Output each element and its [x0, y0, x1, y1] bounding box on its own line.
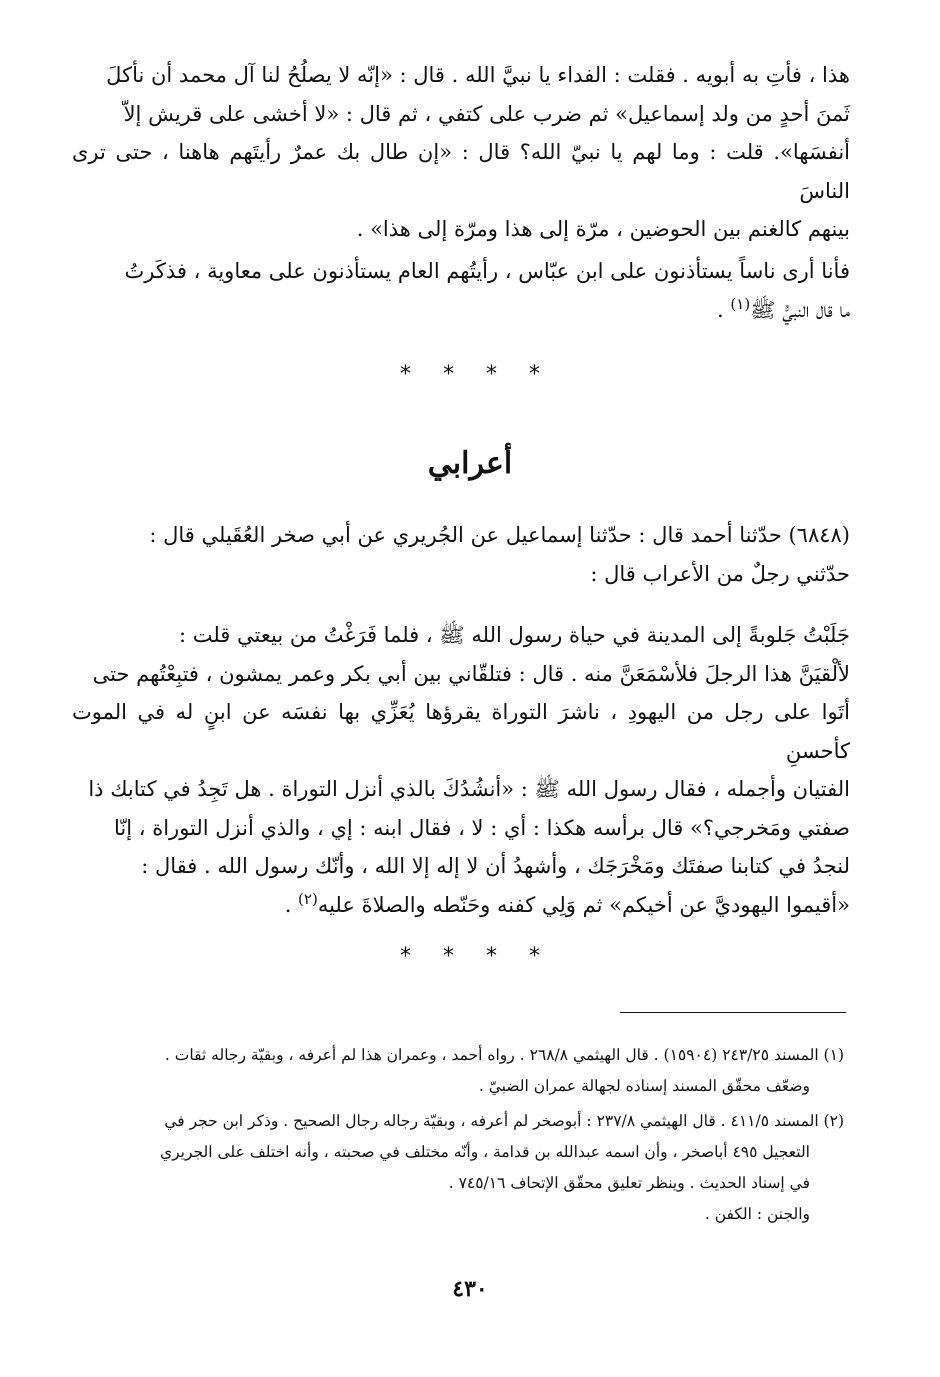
text-line: حدّثني رجلٌ من الأعراب قال :	[590, 561, 850, 586]
paragraph-continued	[72, 56, 850, 249]
text-line: أتَوا على رجل من اليهودِ ، ناشرَ التوراة يقرؤها يُعَزِّي بها نفسَه عن ابنٍ له في الموت كأحسنِ	[72, 700, 850, 763]
footnote-line: وضعّف محقّق المسند إسناده لجهالة عمران الضبيّ .	[478, 1077, 810, 1095]
paragraph-closing	[72, 252, 850, 329]
footnotes	[84, 1040, 844, 1234]
star-glyph: *	[486, 362, 497, 387]
footnote-ref: (٢)	[298, 889, 318, 908]
footnote-1	[84, 1040, 844, 1102]
star-glyph: *	[529, 944, 540, 969]
text-segment: .	[717, 297, 731, 322]
text-line: لنجدُ في كتابنا صفتَك ومَخْرَجَك ، وأشهدُ أن لا إله إلا الله ، وأنّك رسول الله . فقال :	[141, 854, 850, 878]
text-line	[72, 291, 850, 330]
text-line: (٦٨٤٨) حدّثنا أحمد قال : حدّثنا إسماعيل عن الجُريري عن أبي صخر العُقَيلي قال :	[149, 523, 850, 547]
text-line: أنفسَها». قلت : وما لهم يا نبيّ الله؟ قال : «إن طال بك عمرٌ رأيتَهم هاهنا ، حتى ترى الناسَ	[72, 140, 850, 203]
footnote-2	[84, 1106, 844, 1230]
text-line: الفتيان وأجمله ، فقال رسول الله ﷺ : «أنشُدُكَ بالذي أنزل التوراة . هل تَجِدُ في كتابك ذا	[88, 777, 850, 801]
footnote-line: (١) المسند ٢٤٣/٢٥ (١٥٩٠٤) . قال الهيثمي ٢٦٨/٨ . رواه أحمد ، وعمران هذا لم أعرفه ، وبقيّة رجاله ثقات .	[164, 1046, 844, 1064]
footnote-line: في إسناد الحديث . وينظر تعليق محقّق الإتحاف ٧٤٥/١٦ .	[448, 1174, 810, 1192]
text-line: فأنا أرى ناساً يستأذنون على ابن عبّاس ، رأيتُهم العام يستأذنون على معاوية ، فذكَرتُ	[124, 259, 850, 283]
footnote-divider	[620, 1012, 846, 1013]
text-line: لألْقيَنَّ هذا الرجلَ فلأسْمَعَنَّ منه . قال : فتلقّاني بين أبي بكر وعمر يمشون ، فتبِعْتُهم حتى	[92, 661, 850, 686]
section-separator	[0, 944, 940, 969]
text-line: صفتي ومَخرجي؟» قال برأسه هكذا : أي : لا ، فقال ابنه : إي ، والذي أنزل التوراة ، إنّا	[114, 815, 850, 840]
text-line: هذا ، فأتِ به أبويه . فقلت : الفداء يا نبيَّ الله . قال : «إنّه لا يصلُحُ لنا آل محمد أن نأكلَ	[106, 63, 850, 87]
text-line: جَلَبْتُ جَلوبةً إلى المدينة في حياة رسول الله ﷺ ، فلما فَرَغْتُ من بيعتي قلت :	[178, 623, 850, 647]
page-number: ٤٣٠	[452, 1276, 488, 1302]
section-separator	[0, 362, 940, 387]
text-line	[72, 886, 850, 925]
star-glyph: *	[443, 944, 454, 969]
text-segment: ما قال النبيُّ ﷺ	[750, 297, 850, 322]
text-segment: «أقيموا اليهوديَّ عن أخيكم» ثم وَلِي كفنه وحَنّطه والصلاةَ عليه	[317, 892, 850, 917]
hadith-text	[72, 616, 850, 924]
star-glyph: *	[529, 362, 540, 387]
footnote-line: والجنن : الكفن .	[704, 1205, 810, 1223]
footnote-line: (٢) المسند ٤١١/٥ . قال الهيثمي ٢٣٧/٨ : أبوصخر لم أعرفه ، وبقيّة رجاله رجال الصحيح . وذكر ابن حجر في	[164, 1112, 844, 1130]
footnote-ref: (١)	[730, 294, 751, 313]
text-line: ثَمنَ أحدٍ من ولد إسماعيل» ثم ضرب على كتفي ، ثم قال : «لا أخشى على قريش إلاّ	[123, 101, 850, 126]
star-glyph: *	[400, 362, 411, 387]
star-glyph: *	[400, 944, 411, 969]
star-glyph: *	[443, 362, 454, 387]
star-glyph: *	[486, 944, 497, 969]
hadith-isnad	[72, 516, 850, 593]
text-segment: .	[284, 892, 299, 917]
section-title: أعرابي	[427, 446, 513, 481]
text-line: بينهم كالغنم بين الحوضين ، مرّة إلى هذا ومرّة إلى هذا» .	[356, 217, 850, 241]
footnote-line: التعجيل ٤٩٥ أباصخر ، وأن اسمه عبدالله بن قدامة ، وأنّه مختلف في صحبته ، وأنه اختلف على الجريري	[160, 1143, 810, 1161]
